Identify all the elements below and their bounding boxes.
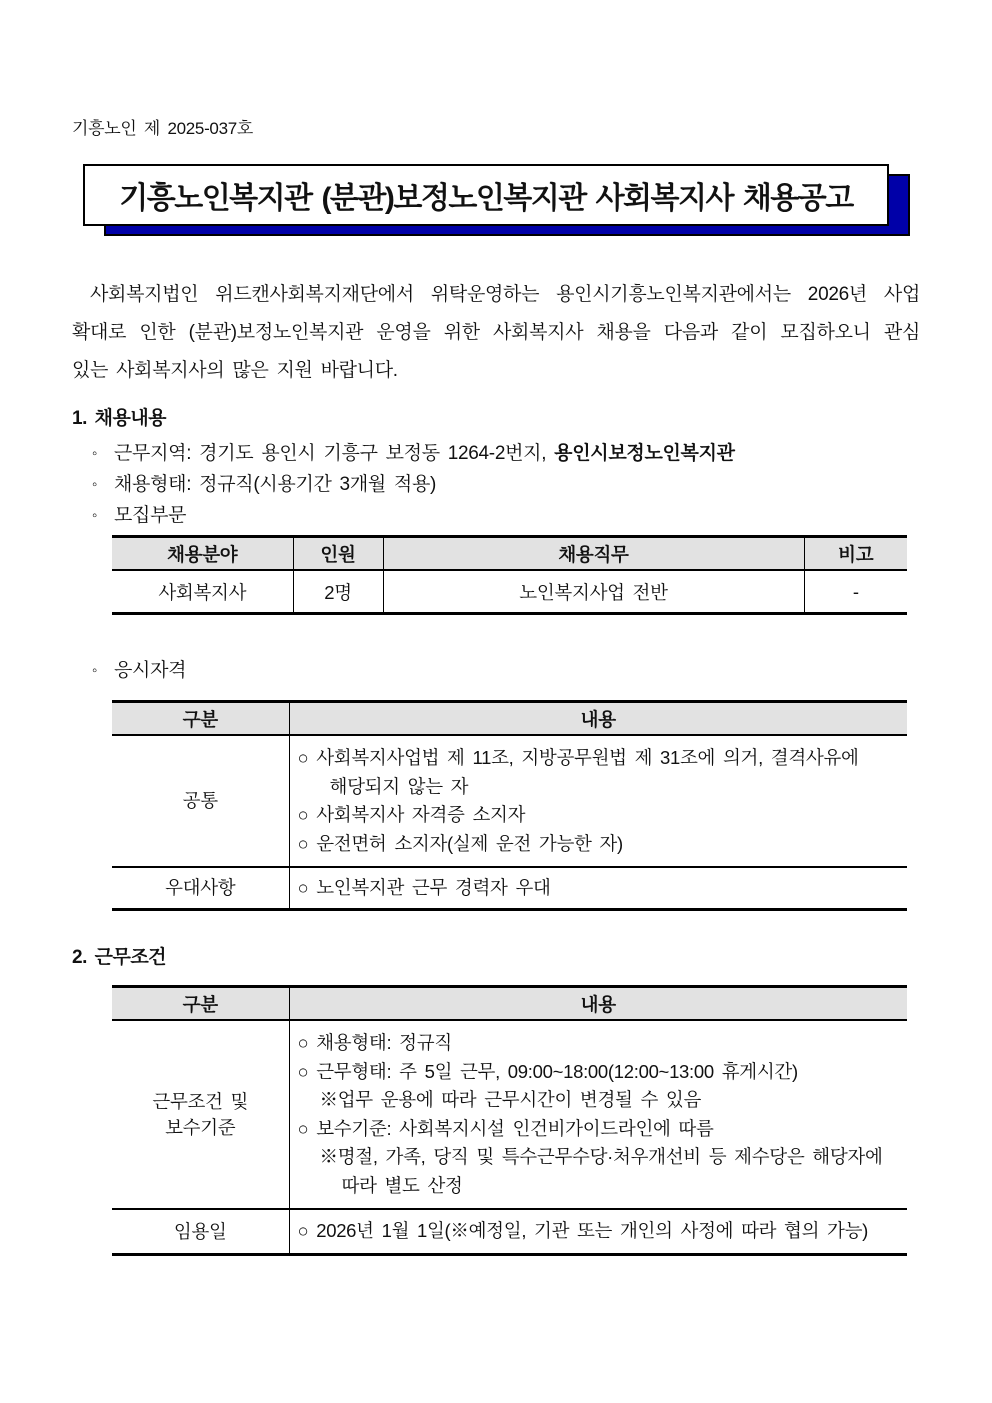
recruit-table-header-row (112, 537, 907, 571)
recruit-field-text: 모집부문 (114, 505, 187, 526)
section1-bullets (72, 438, 920, 531)
work-conditions-label-line-1: 근무조건 및 (152, 1090, 249, 1112)
appointment-date-row (112, 1209, 907, 1255)
qual-common-content (289, 735, 907, 867)
work-header-detail: 내용 (289, 987, 907, 1021)
bullet-employment-type (92, 469, 920, 500)
qualification-preference-row (112, 867, 907, 910)
qual-preference-content (289, 867, 907, 910)
bullet-circle-icon: ◦ (92, 445, 98, 462)
intro-line-3: 있는 사회복지사의 많은 지원 바랍니다. (72, 360, 398, 381)
bullet-circle-icon: ◦ (92, 507, 98, 524)
intro-line-1: 사회복지법인 위드캔사회복지재단에서 위탁운영하는 용인시기흥노인복지관에서는 2026년 사업 (90, 284, 920, 305)
intro-line-2: 확대로 인한 (분관)보정노인복지관 운영을 위한 사회복지사 채용을 다음과 같이 모집하오니 관심 (72, 322, 920, 343)
document-reference-number: 기흥노인 제 2025-037호 (72, 119, 254, 138)
qualification-text: 응시자격 (114, 660, 187, 681)
work-conditions-line-4: ○ 보수기준: 사회복지시설 인건비가이드라인에 따름 (297, 1117, 714, 1139)
qual-common-line-4: ○ 운전면허 소지자(실제 운전 가능한 자) (297, 832, 623, 854)
recruit-table (112, 535, 907, 615)
qual-preference-label: 우대사항 (112, 867, 289, 910)
qualification-table (112, 700, 907, 911)
bullet-work-location (92, 438, 920, 469)
work-conditions-row (112, 1020, 907, 1209)
work-conditions-content (289, 1020, 907, 1209)
work-conditions-line-1: ○ 채용형태: 정규직 (297, 1032, 452, 1053)
work-conditions-line-5: ※명절, 가족, 당직 및 특수근무수당·처우개선비 등 제수당은 해당자에 (319, 1146, 883, 1167)
bullet-qualification (92, 655, 920, 686)
appointment-content (289, 1209, 907, 1255)
title-banner (83, 164, 889, 226)
work-conditions-line-3: ※업무 운용에 따라 근무시간이 변경될 수 있음 (319, 1089, 702, 1110)
recruit-header-count: 인원 (293, 537, 383, 571)
qualification-header-row (112, 702, 907, 736)
recruit-header-duty: 채용직무 (383, 537, 804, 571)
work-header-category: 구분 (112, 987, 289, 1021)
recruit-cell-field: 사회복지사 (158, 581, 247, 603)
qual-common-label: 공통 (182, 790, 218, 811)
work-conditions-line-6: 따라 별도 산정 (341, 1174, 463, 1196)
qual-header-detail: 내용 (289, 702, 907, 736)
work-conditions-table (112, 985, 907, 1256)
recruit-table-data-row (112, 570, 907, 614)
intro-paragraph (72, 276, 920, 390)
work-conditions-line-2: ○ 근무형태: 주 5일 근무, 09:00~18:00(12:00~13:00 휴게시간) (297, 1060, 798, 1082)
section2-heading: 2. 근무조건 (72, 947, 167, 968)
qual-common-line-1: ○ 사회복지사업법 제 11조, 지방공무원법 제 31조에 의거, 결격사유에 (297, 747, 859, 768)
qual-preference-line-1: ○ 노인복지관 근무 경력자 우대 (297, 876, 551, 898)
bullet-circle-icon: ◦ (92, 662, 98, 679)
qualification-common-row (112, 735, 907, 867)
work-location-bold: 용인시보정노인복지관 (554, 443, 735, 464)
section1-heading: 1. 채용내용 (72, 408, 167, 429)
recruit-header-field: 채용분야 (112, 537, 293, 571)
recruit-cell-count: 2명 (293, 570, 383, 614)
qual-header-category: 구분 (112, 702, 289, 736)
bullet-circle-icon: ◦ (92, 476, 98, 493)
appointment-label: 임용일 (112, 1209, 289, 1255)
work-table-header-row (112, 987, 907, 1021)
recruit-cell-duty: 노인복지사업 전반 (383, 570, 804, 614)
work-location-text: 근무지역: 경기도 용인시 기흥구 보정동 1264-2번지, (114, 443, 555, 464)
recruit-cell-note: - (804, 570, 907, 614)
work-conditions-label (112, 1020, 289, 1209)
qual-common-line-2: 해당되지 않는 자 (329, 775, 469, 797)
qual-common-line-3: ○ 사회복지사 자격증 소지자 (297, 804, 526, 825)
recruit-header-note: 비고 (804, 537, 907, 571)
appointment-line-1: ○ 2026년 1월 1일(※예정일, 기관 또는 개인의 사정에 따라 협의 가능) (297, 1220, 869, 1242)
work-conditions-label-line-2: 보수기준 (165, 1116, 236, 1138)
document-title: 기흥노인복지관 (분관)보정노인복지관 사회복지사 채용공고 (83, 164, 889, 226)
employment-type-text: 채용형태: 정규직(시용기간 3개월 적용) (114, 474, 437, 495)
bullet-recruit-field (92, 500, 920, 531)
